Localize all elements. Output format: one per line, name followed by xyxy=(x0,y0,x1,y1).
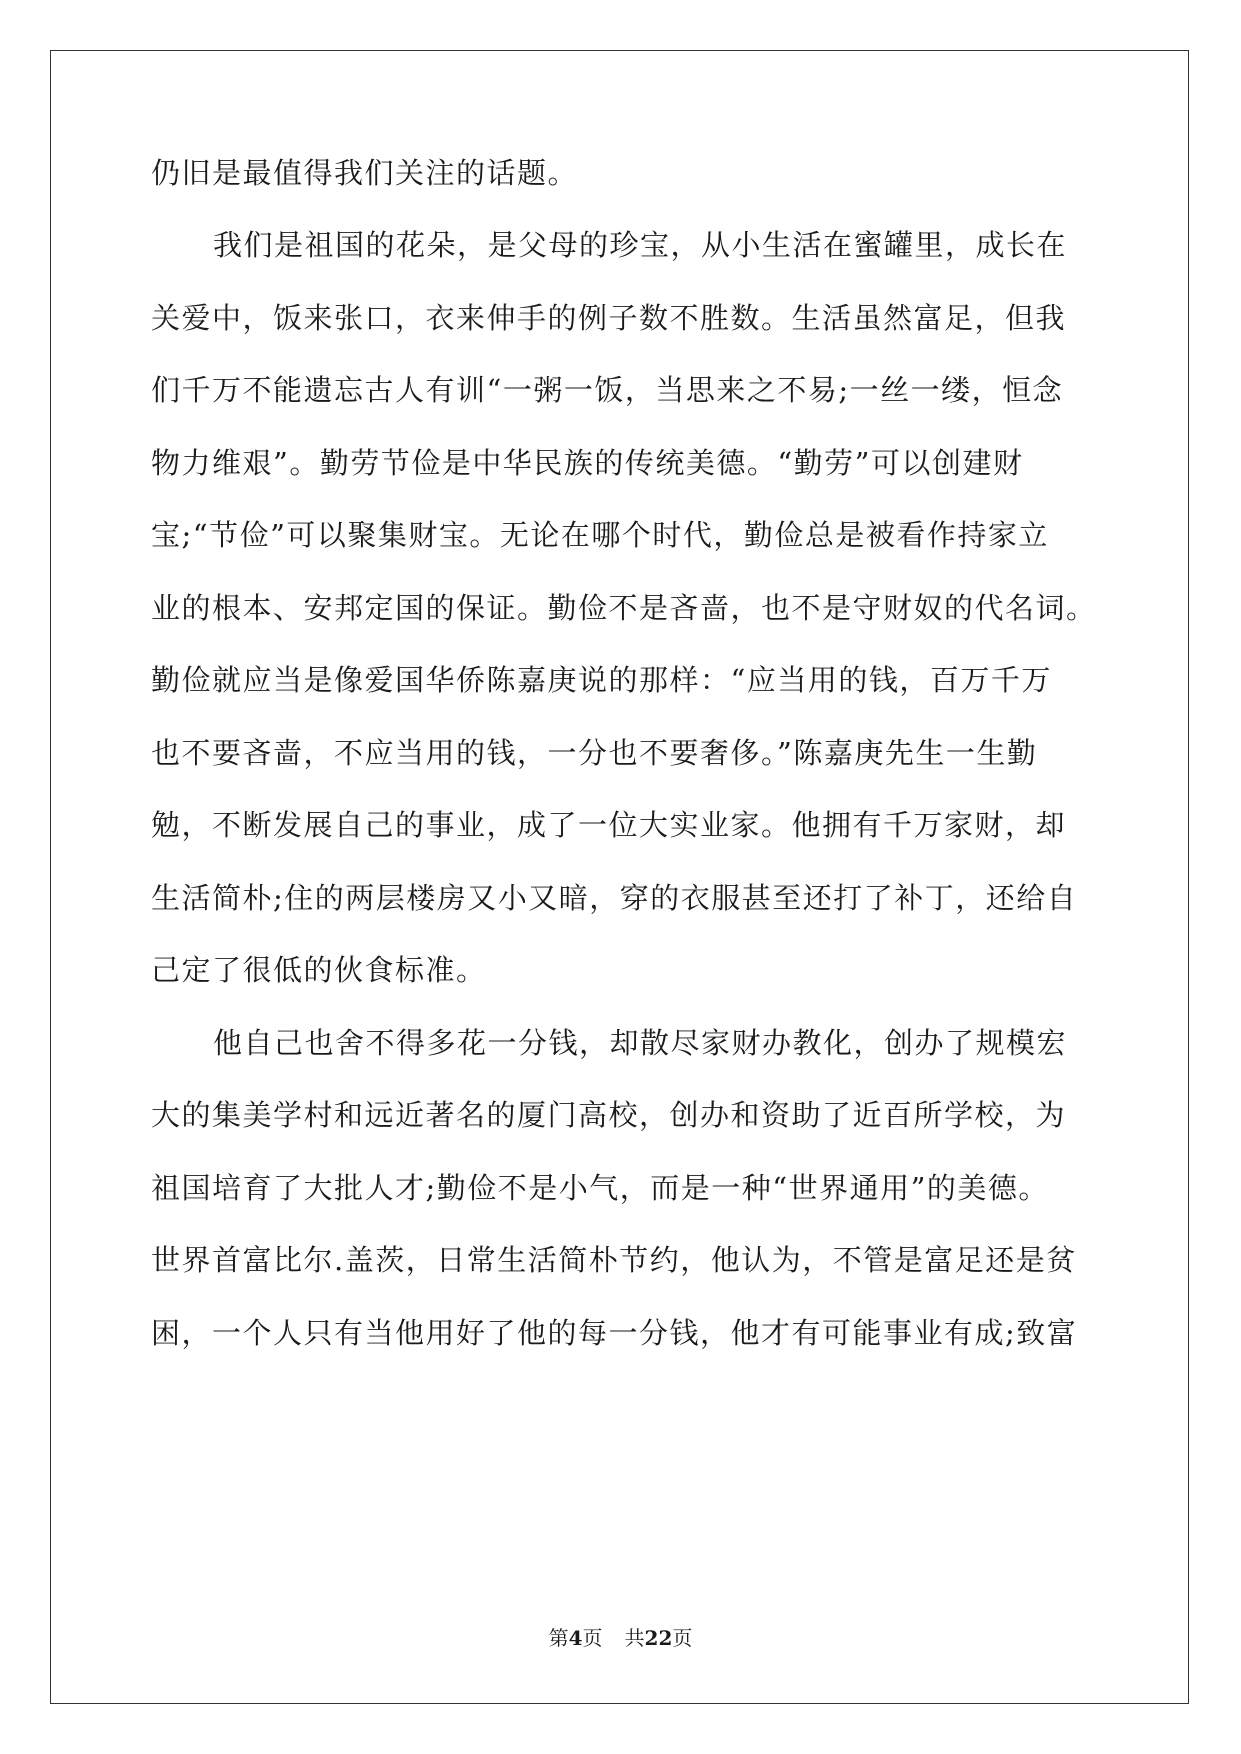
text-line: 世界首富比尔.盖茨，日常生活简朴节约，他认为，不管是富足还是贫 xyxy=(151,1243,1077,1277)
text-line: 生活简朴;住的两层楼房又小又暗，穿的衣服甚至还打了补丁，还给自 xyxy=(151,881,1078,915)
total-prefix: 共 xyxy=(624,1626,645,1650)
page-current: 4 xyxy=(568,1626,583,1650)
text-line: 也不要吝啬，不应当用的钱，一分也不要奢侈。”陈嘉庚先生一生勤 xyxy=(151,736,1038,770)
page-prefix: 第 xyxy=(548,1626,569,1650)
text-line: 们千万不能遗忘古人有训“一粥一饭，当思来之不易;一丝一缕，恒念 xyxy=(151,373,1064,407)
text-line: 大的集美学村和远近著名的厦门高校，创办和资助了近百所学校，为 xyxy=(151,1098,1067,1132)
total-suffix: 页 xyxy=(672,1626,693,1650)
text-line: 己定了很低的伙食标准。 xyxy=(151,953,487,987)
text-line: 困，一个人只有当他用好了他的每一分钱，他才有可能事业有成;致富 xyxy=(151,1316,1078,1350)
paragraph-first-line: 我们是祖国的花朵，是父母的珍宝，从小生活在蜜罐里，成长在 xyxy=(213,228,1068,262)
text-line: 勉，不断发展自己的事业，成了一位大实业家。他拥有千万家财，却 xyxy=(151,808,1067,842)
text-line: 勤俭就应当是像爱国华侨陈嘉庚说的那样：“应当用的钱，百万千万 xyxy=(151,663,1052,697)
text-line: 业的根本、安邦定国的保证。勤俭不是吝啬，也不是守财奴的代名词。 xyxy=(151,591,1097,625)
page-footer xyxy=(0,1624,1241,1652)
paragraph-first-line: 他自己也舍不得多花一分钱，却散尽家财办教化，创办了规模宏 xyxy=(213,1026,1068,1060)
page-suffix: 页 xyxy=(582,1626,603,1650)
page-total: 22 xyxy=(644,1626,673,1650)
text-line: 物力维艰”。勤劳节俭是中华民族的传统美德。“勤劳”可以创建财 xyxy=(151,446,1024,480)
text-line: 宝;“节俭”可以聚集财宝。无论在哪个时代，勤俭总是被看作持家立 xyxy=(151,518,1049,552)
text-line: 祖国培育了大批人才;勤俭不是小气，而是一种“世界通用”的美德。 xyxy=(151,1171,1049,1205)
text-line: 关爱中，饭来张口，衣来伸手的例子数不胜数。生活虽然富足，但我 xyxy=(151,301,1067,335)
text-line: 仍旧是最值得我们关注的话题。 xyxy=(151,156,579,190)
